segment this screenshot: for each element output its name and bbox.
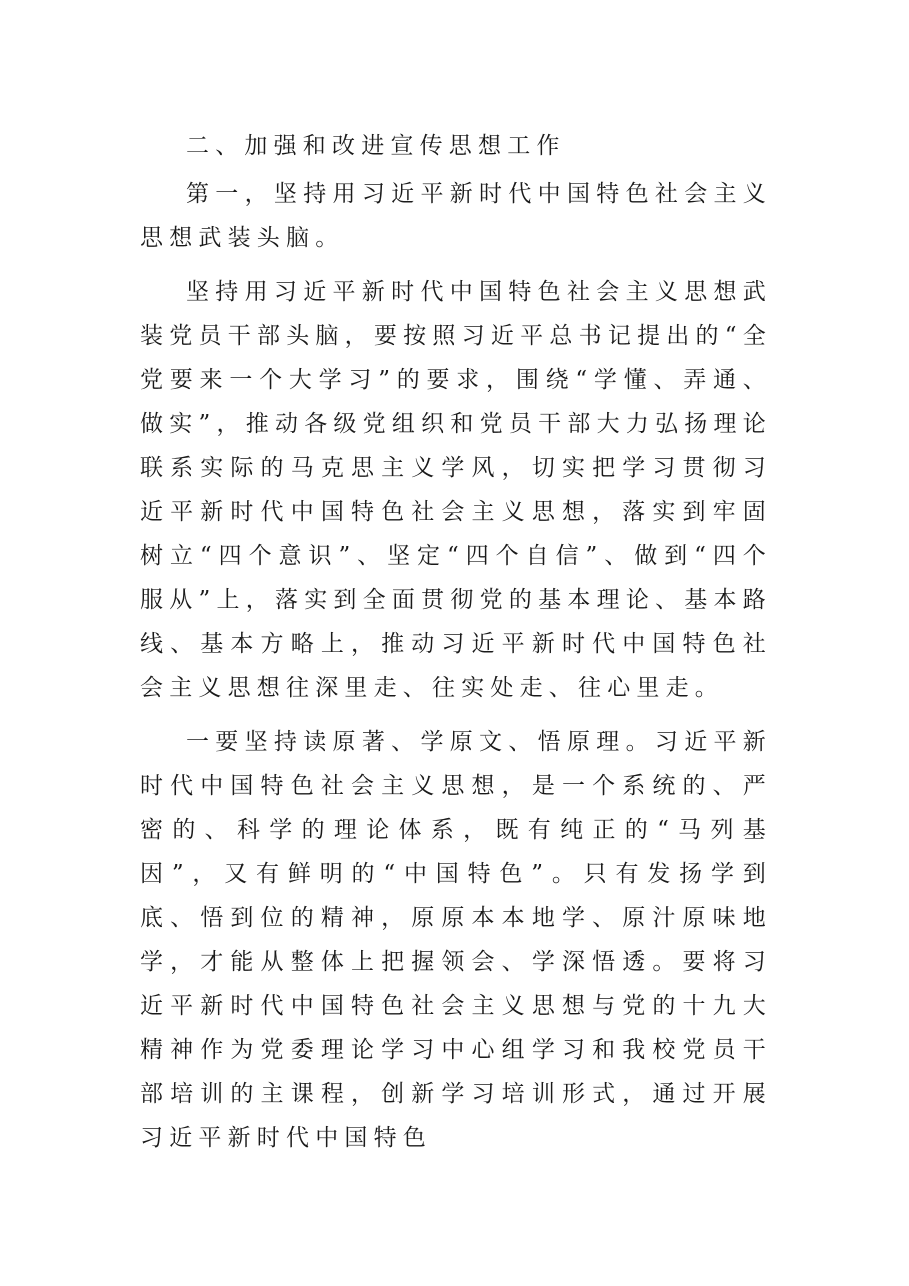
section-heading: 二、加强和改进宣传思想工作 <box>186 133 566 159</box>
document-body <box>140 124 772 1170</box>
sub-heading: 第一，坚持用习近平新时代中国特色社会主义思想武装头脑。 <box>140 181 772 251</box>
paragraph: 坚持用习近平新时代中国特色社会主义思想武装党员干部头脑，要按照习近平总书记提出的“全党要来一个大学习”的要求，围绕“学懂、弄通、做实”，推动各级党组织和党员干部大力弘扬理论联系实际的马克思主义学风，切实把学习贯彻习近平新时代中国特色社会主义思想，落实到牢固树立“四个意识”、坚定“四个自信”、做到“四个服从”上，落实到全面贯彻党的基本理论、基本路线、基本方略上，推动习近平新时代中国特色社会主义思想往深里走、往实处走、往心里走。 <box>140 279 772 701</box>
paragraph: 一要坚持读原著、学原文、悟原理。习近平新时代中国特色社会主义思想，是一个系统的、严密的、科学的理论体系，既有纯正的“马列基因”，又有鲜明的“中国特色”。只有发扬学到底、悟到位的精神，原原本本地学、原汁原味地学，才能从整体上把握领会、学深悟透。要将习近平新时代中国特色社会主义思想与党的十九大精神作为党委理论学习中心组学习和我校党员干部培训的主课程，创新学习培训形式，通过开展习近平新时代中国特色 <box>140 729 772 1151</box>
